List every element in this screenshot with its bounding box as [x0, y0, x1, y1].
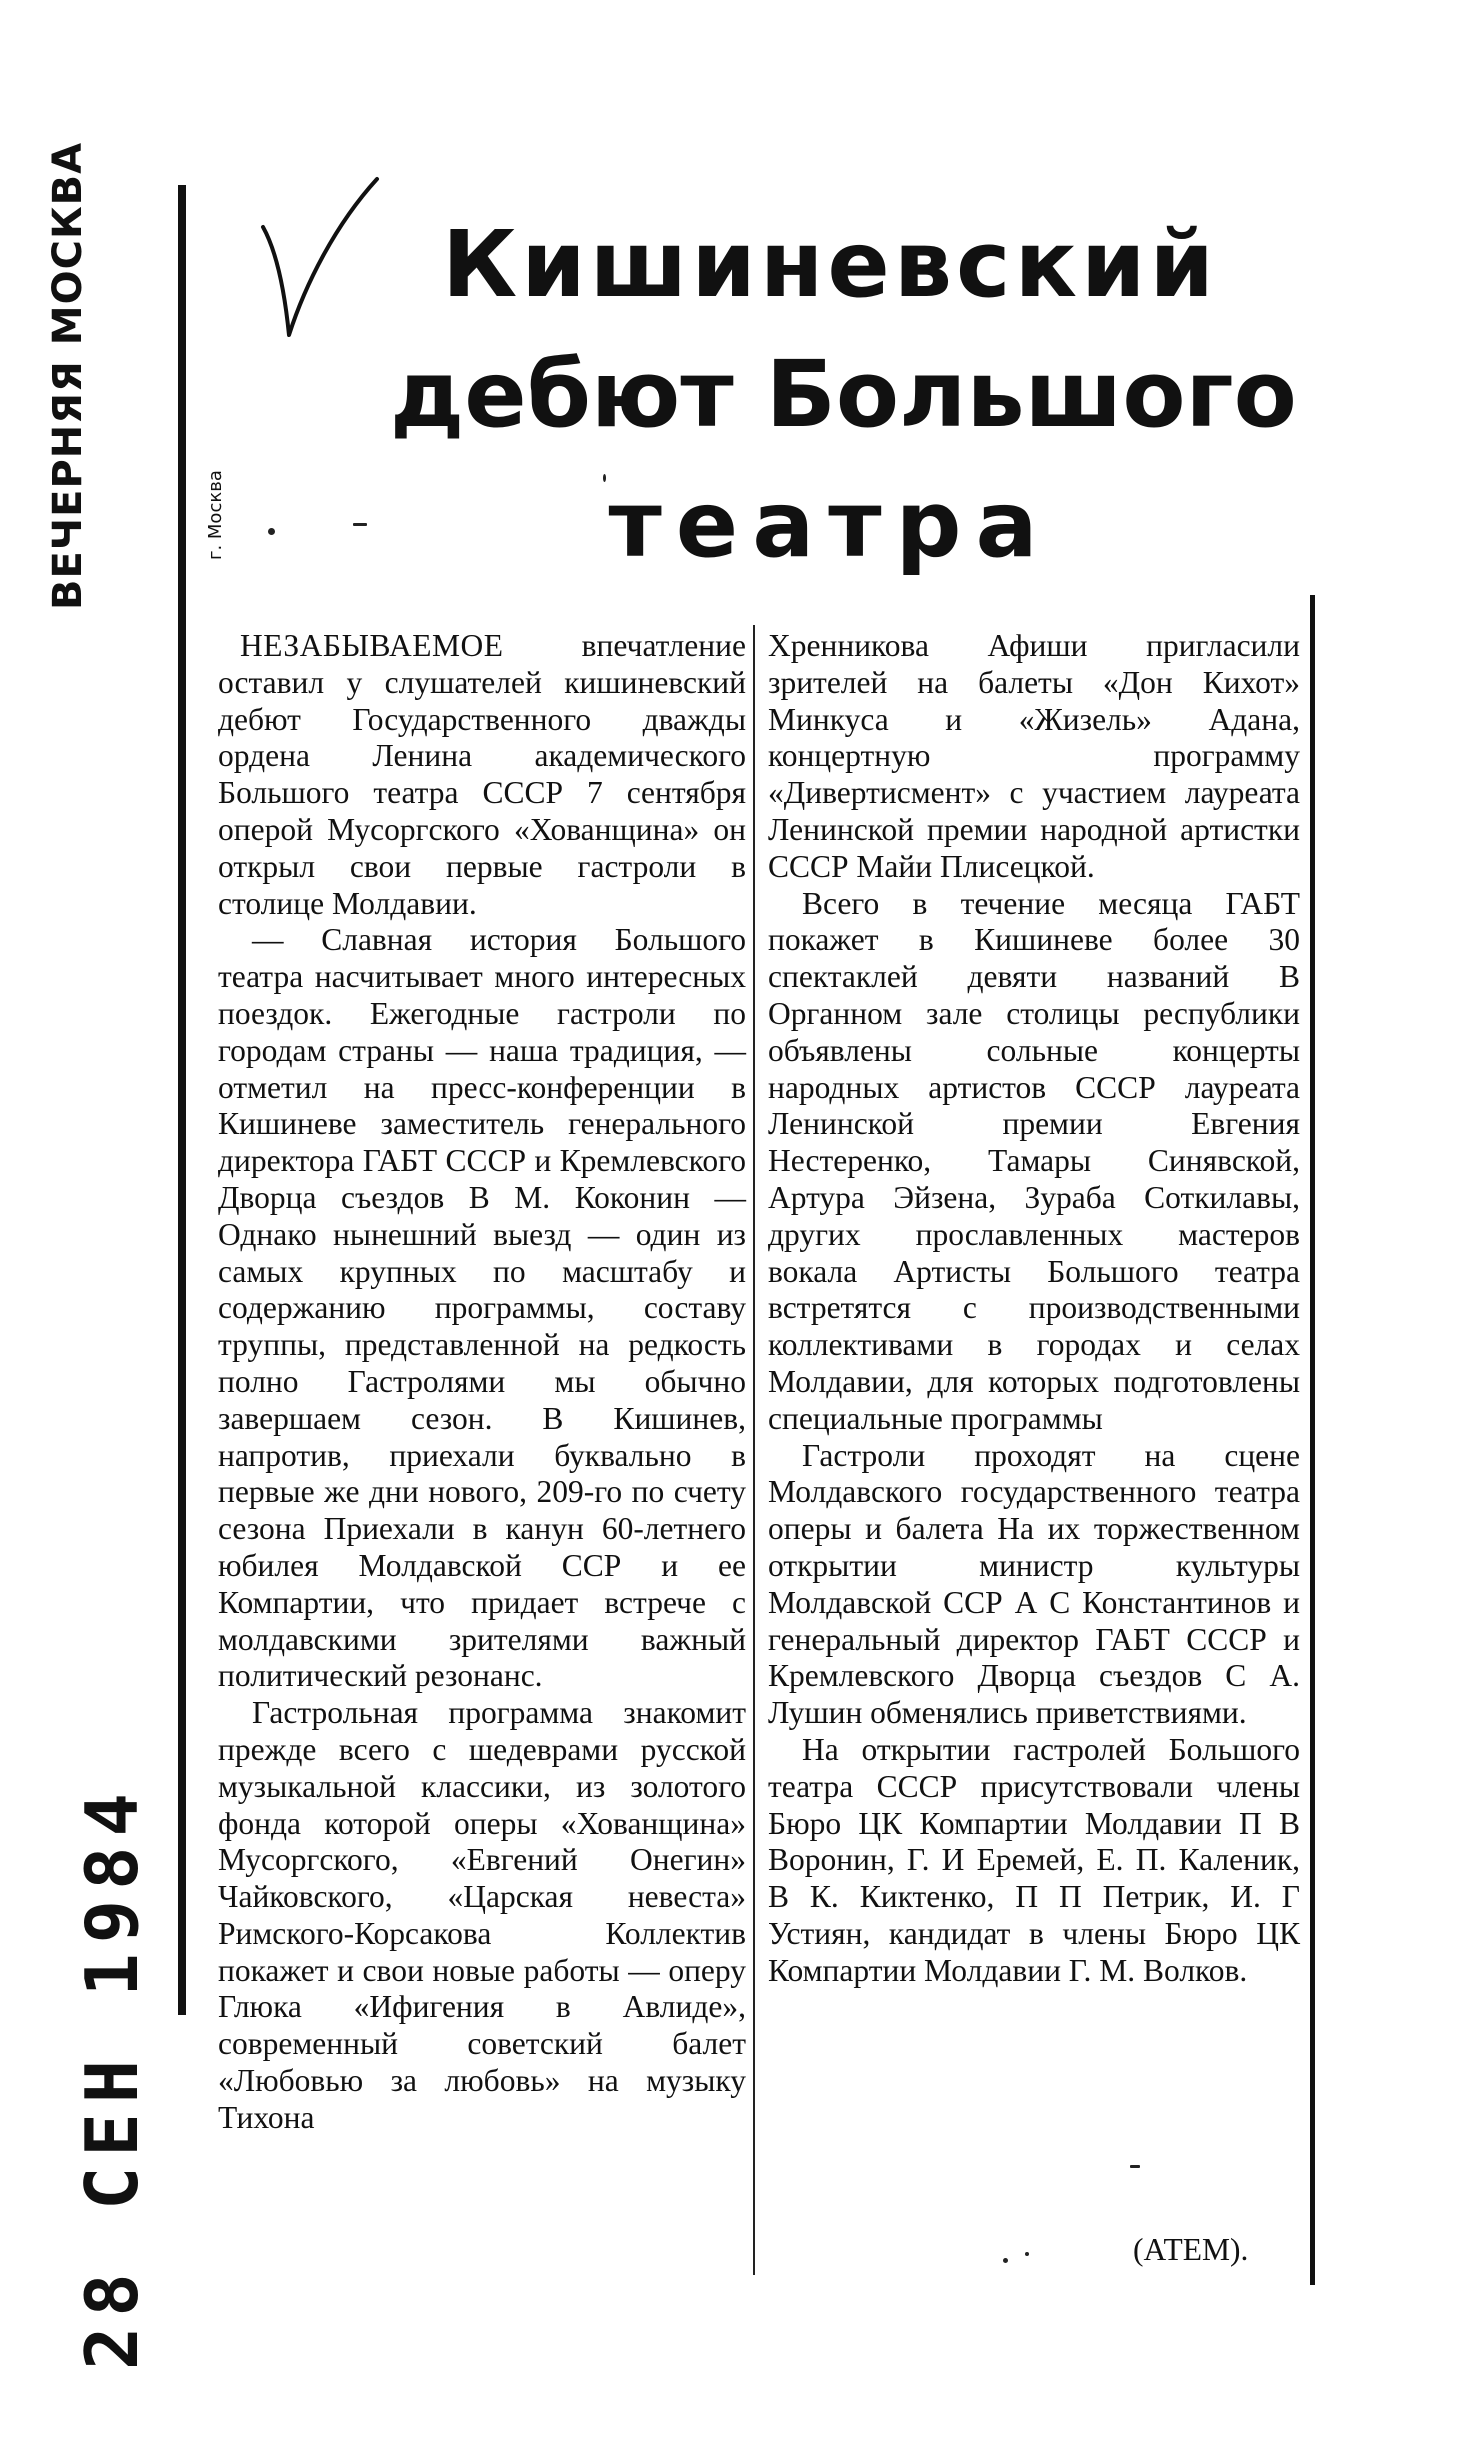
paragraph — [768, 1438, 1300, 1732]
left-border-rule — [178, 185, 186, 2015]
paragraph-text: — Славная история Большого театра насчитывает много интересных поездок. Ежегодные гастроли по городам страны — наша традиция, — отметил на пресс-конференции в Кишиневе заместитель генерального директора ГАБТ СССР и Кремлевского Дворца съездов В М. Коконин — Однако нынешний выезд — один из самых крупных по масштабу и содержанию программы, составу труппы, представленной на редкость полно Гастролями мы обычно завершаем сезон. В Кишинев, напротив, приехали буквально в первые же дни нового, 209-го по счету сезона Приехали в канун 60-летнего юбилея Молдавской ССР и ее Компартии, что придает встрече с молдавскими зрителями важный политический резонанс. — [218, 922, 746, 1694]
handwritten-check-icon — [255, 175, 385, 345]
paragraph-text: На открытии гастролей Большого театра СССР присутствовали члены Бюро ЦК Компартии Молдавии П В Воронин, Г. И Еремей, Е. П. Каленик, В К. Киктенко, П П Петрик, И. Г Устиян, кандидат в члены Бюро ЦК Компартии Молдавии Г. М. Волков. — [768, 1731, 1300, 1988]
headline-line-1: Кишиневский — [442, 211, 1218, 318]
paragraph-text: Гастрольная программа знакомит прежде всего с шедеврами русской музыкальной классики, из золотого фонда которой оперы «Хованщина» Мусоргского, «Евгений Онегин» Чайковского, «Царская невеста» Римского-Корсакова Коллектив покажет и свои новые работы — оперу Глюка «Ифигения в Авлиде», современный советский балет «Любовью за любовь» на музыку Тихона — [218, 1695, 746, 2135]
paragraph — [768, 628, 1300, 886]
headline-line-2: дебют Большого — [390, 341, 1297, 448]
column-divider — [753, 625, 755, 2275]
newspaper-masthead: ВЕЧЕРНЯЯ МОСКВА — [45, 141, 91, 610]
article-column-right — [768, 628, 1300, 1989]
paragraph — [218, 1695, 746, 2137]
paragraph — [218, 628, 746, 922]
print-speck — [1025, 2252, 1029, 2256]
paragraph-text: Гастроли проходят на сцене Молдавского государственного театра оперы и балета На их торжественном открытии министр культуры Молдавской ССР А С Константинов и генеральный директор ГАБТ СССР и Кремлевского Дворца съездов С А. Лушин обменялись приветствиями. — [768, 1437, 1300, 1731]
print-speck — [1130, 2165, 1140, 2168]
right-border-rule — [1310, 595, 1315, 2285]
agency-signature: (АТЕМ). — [1133, 2232, 1249, 2267]
newspaper-masthead-subtitle: г. Москва — [205, 470, 226, 560]
print-speck — [603, 474, 606, 482]
date-stamp: 28 СЕН 1984 — [70, 1783, 154, 2370]
paragraph — [768, 886, 1300, 1438]
print-speck — [1003, 2258, 1008, 2263]
paragraph-text: впечатление оставил у слушателей кишиневский дебют Государственного дважды ордена Ленина академического Большого театра СССР 7 сентября оперой Мусоргского «Хованщина» он открыл свои первые гастроли в столице Молдавии. — [218, 628, 746, 921]
paragraph-text: Всего в течение месяца ГАБТ покажет в Кишиневе более 30 спектаклей девяти названий В Органном зале столицы республики объявлены сольные концерты народных артистов СССР лауреата Ленинской премии Евгения Нестеренко, Тамары Синявской, Артура Эйзена, Зураба Соткилавы, других прославленных мастеров вокала Артисты Большого театра встретятся с производственными коллективами в городах и селах Молдавии, для которых подготовлены специальные программы — [768, 885, 1300, 1436]
print-speck — [268, 528, 275, 535]
print-speck — [353, 523, 367, 526]
paragraph-text: Хренникова Афиши пригласили зрителей на балеты «Дон Кихот» Минкуса и «Жизель» Адана, концертную программу «Дивертисмент» с участием лауреата Ленинской премии народной артистки СССР Майи Плисецкой. — [768, 628, 1300, 884]
paragraph-lead-word: НЕЗАБЫВАЕМОЕ — [240, 628, 504, 663]
paragraph — [768, 1732, 1300, 1990]
article-headline — [390, 200, 1297, 590]
headline-line-3: театра — [608, 471, 1052, 578]
paragraph — [218, 922, 746, 1695]
article-column-left — [218, 628, 746, 2137]
